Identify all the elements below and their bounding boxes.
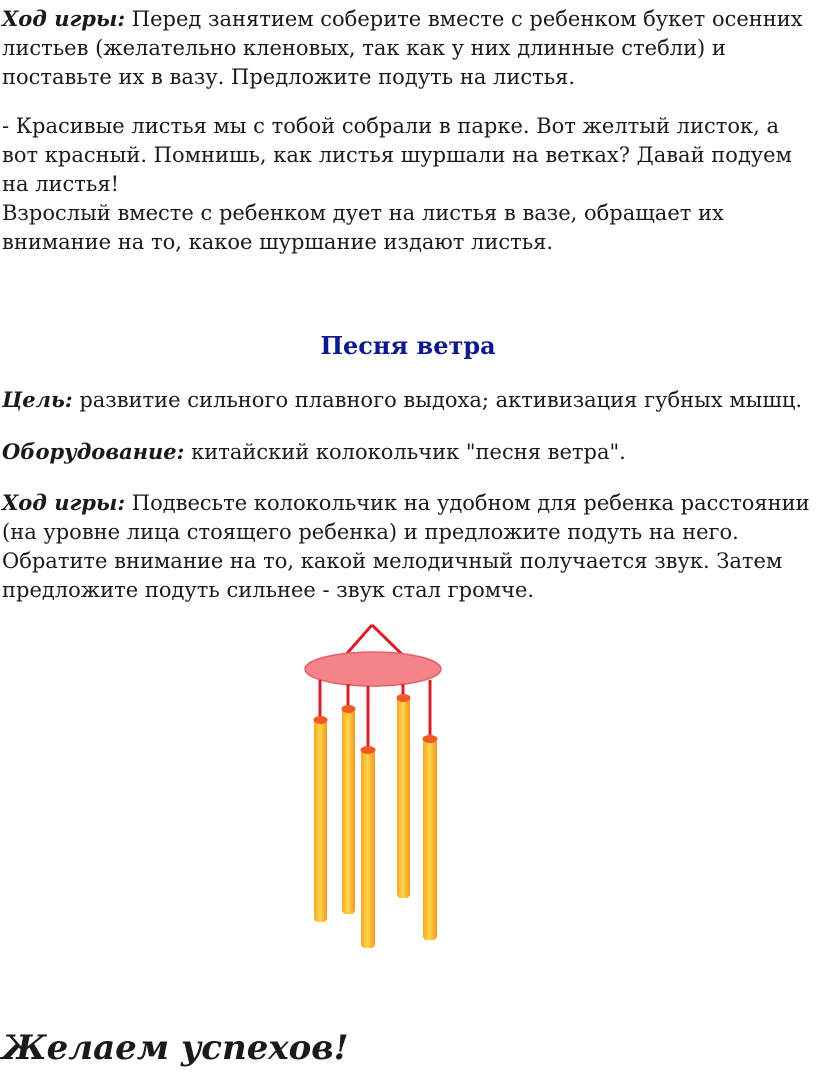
intro-text: Перед занятием соберите вместе с ребенком букет осенних листьев (желательно кленовых, так как у них длинные стебли) и поставьте их в вазу. Предложите подуть на листья. xyxy=(2,7,803,89)
equipment-text: китайский колокольчик "песня ветра". xyxy=(184,440,626,464)
chime-disk xyxy=(305,652,441,686)
goal-text: развитие сильного плавного выдоха; активизация губных мышц. xyxy=(72,388,803,412)
chime-tubes xyxy=(314,698,437,948)
chime-tube xyxy=(397,698,410,898)
dialogue-paragraph: - Красивые листья мы с тобой собрали в парке. Вот желтый листок, а вот красный. Помнишь, как листья шуршали на ветках? Давай подуем на листья! xyxy=(2,114,792,196)
chime-tube xyxy=(342,709,355,914)
chime-strings xyxy=(320,680,430,748)
course-text: Подвесьте колокольчик на удобном для ребенка расстоянии (на уровне лица стоящего ребенка) и предложите подуть на него. Обратите внимание на то, какой мелодичный получается звук. Затем предложите подуть сильнее - звук стал громче. xyxy=(2,491,810,602)
equipment-paragraph xyxy=(2,437,814,467)
course-label: Ход игры: xyxy=(2,490,126,515)
adult-action-paragraph: Взрослый вместе с ребенком дует на листья в вазе, обращает их внимание на то, какое шуршание издают листья. xyxy=(2,201,724,254)
intro-paragraph xyxy=(2,4,814,92)
game-title: Песня ветра xyxy=(320,331,496,360)
closing-wish: Желаем успехов! xyxy=(2,1028,349,1068)
chime-tube xyxy=(361,750,375,948)
chime-tube xyxy=(314,720,327,922)
intro-label: Ход игры: xyxy=(2,6,126,31)
chime-tube xyxy=(423,739,437,940)
chime-caps xyxy=(314,694,438,754)
goal-label: Цель: xyxy=(2,387,73,412)
wind-chime-icon xyxy=(300,622,450,952)
goal-paragraph xyxy=(2,385,814,415)
equipment-label: Оборудование: xyxy=(2,439,185,464)
course-paragraph xyxy=(2,488,814,605)
